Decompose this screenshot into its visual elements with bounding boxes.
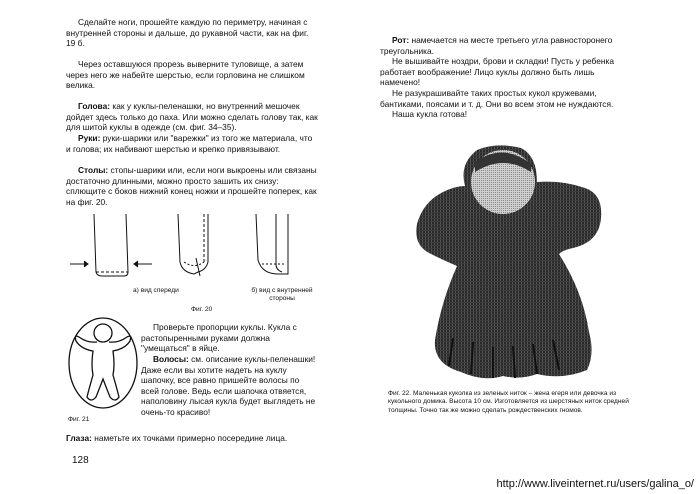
term-head: Голова: [78,101,111,111]
right-paragraph-noembroider: Не вышивайте ноздри, брови и складки! Пусть у ребенка работает воображение! Лицо куклы должно быть лишь намечено! [380,56,615,88]
watermark-url[interactable]: http://www.liveinternet.ru/users/galina_o/ [496,478,694,490]
text-eyes: наметьте их точками примерно посередине лица. [91,433,288,443]
right-paragraph-mouth [380,35,635,56]
figure-20-label-a: а) вид спереди [133,287,179,294]
left-paragraph-hair [141,354,319,418]
figure-21-caption: Фиг. 21 [68,416,90,423]
left-paragraph-2: Через оставшуюся прорезь выверните туловище, а затем через него же набейте шерстью, если горловина не слишком велика. [66,59,305,91]
figure-21-drawing [63,313,143,413]
figure-20-caption: Фиг. 20 [191,306,213,313]
term-eyes: Глаза: [66,433,92,443]
term-mouth: Рот: [392,35,410,45]
page-number: 128 [72,455,89,466]
figure-22-photo [413,142,643,382]
left-paragraph-arms [66,133,319,154]
left-page [0,0,349,494]
text-mouth: намечается на месте третьего угла равносторонего треугольника. [380,35,613,56]
text-arms: руки-шарики или "варежки" из того же материала, что и голова; их набивают шерстью и крепко привязывают. [66,133,313,154]
right-paragraph-done: Наша кукла готова! [392,109,468,119]
left-paragraph-head [66,101,319,133]
text-hair: см. описание куклы-пеленашки! Даже если вы хотите надеть на куклу шапочку, все равно пришейте волосы по всей голове. Ведь если шапочка отвяется, наполовину лысая кукла будет выглядеть не очень-то красиво! [141,354,316,417]
left-paragraph-proportions: Проверьте пропорции куклы. Кукла с растопыренными руками должна "умещаться" в яйце. [141,322,297,354]
term-arms: Руки: [78,133,101,143]
term-feet: Столы: [78,165,109,175]
figure-22-caption: Фиг. 22. Маленькая куколка из зеленых ниток – жена егеря или девочка из кукольного домика. Высота 10 см. Изготовляется из шерстяных ниток средней толщины. Точно так же можно сделать рождественских гномов. [388,390,629,414]
figure-20-label-b: б) вид с внутренней стороны [251,287,313,303]
left-paragraph-1: Сделайте ноги, прошейте каждую по периметру, начиная с внутренней стороны и дальше, до рукавной части, как на фиг. 19 б. [66,17,309,49]
left-paragraph-feet [66,165,319,207]
left-paragraph-eyes [66,433,326,444]
right-paragraph-nodecorate: Не разукрашивайте таких простых кукол кружевами, бантиками, поясами и т. д. Они во всем этом не нуждаются. [380,88,614,109]
text-head: как у куклы-пеленашки, но внутренний мешочек дойдет здесь только до паха. Или можно сделать голову так, как для шитой куклы в одежде (см. фиг. 34–35). [66,101,318,133]
text-feet: стопы-шарики или, если ноги выкроены или связаны достаточно длинными, можно просто зашить их снизу: сплющите с боков нижний конец ножки и прошейте поперек, как на фиг. 20. [66,165,317,207]
term-hair: Волосы: [153,354,189,364]
right-page [350,0,699,494]
figure-20-drawing [66,214,326,289]
